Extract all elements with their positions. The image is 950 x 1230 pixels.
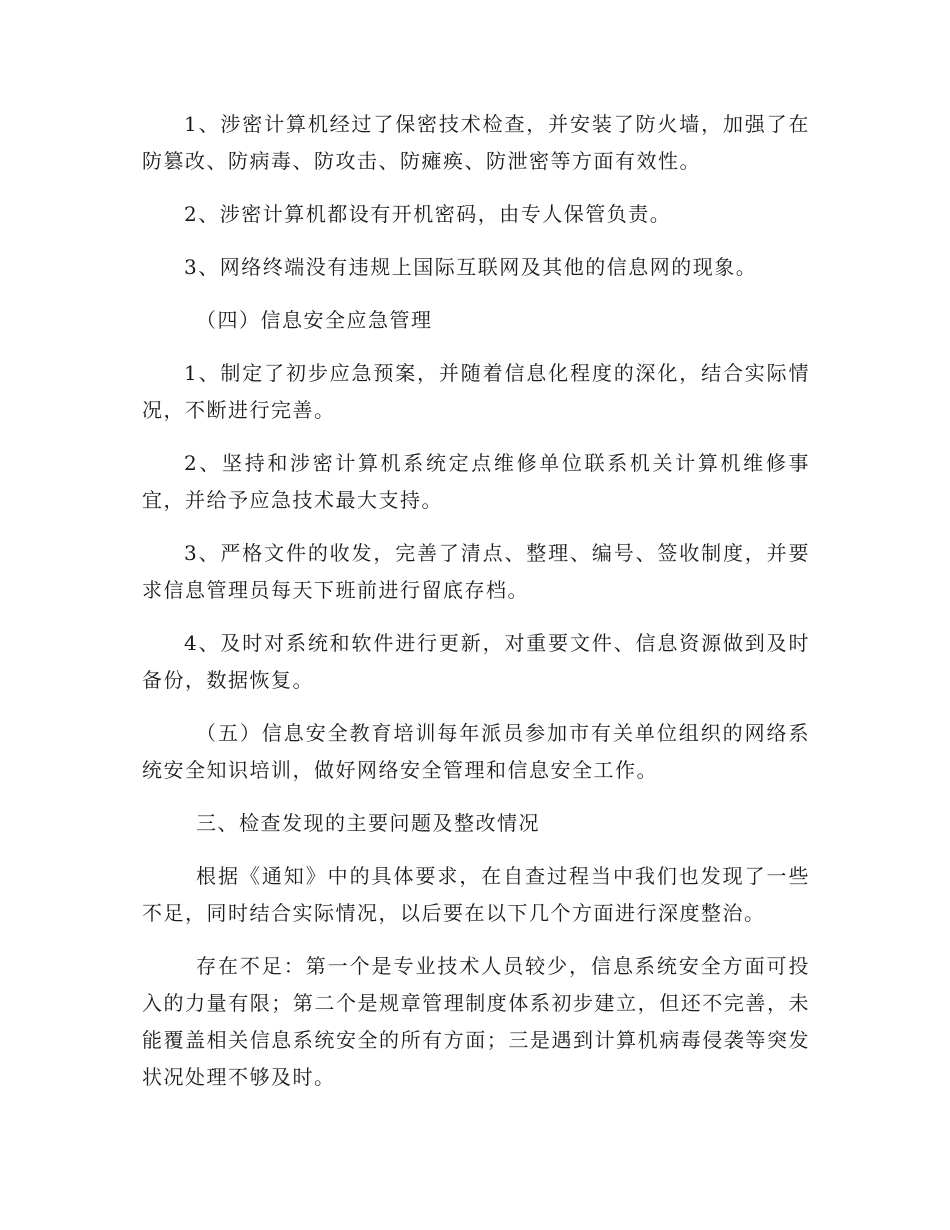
paragraph-item-5: 1、制定了初步应急预案，并随着信息化程度的深化，结合实际情况，不断进行完善。 [142,361,810,422]
paragraph-item-6: 2、坚持和涉密计算机系统定点维修单位联系机关计算机维修事宜，并给予应急技术最大支持。 [142,451,810,512]
paragraph-item-11: 根据《通知》中的具体要求，在自查过程当中我们也发现了一些不足，同时结合实际情况，以后要在以下几个方面进行深度整治。 [142,864,810,925]
paragraph-item-1: 1、涉密计算机经过了保密技术检查，并安装了防火墙，加强了在防篡改、防病毒、防攻击、防瘫痪、防泄密等方面有效性。 [142,112,810,173]
document-body [142,106,810,1112]
paragraph-item-8: 4、及时对系统和软件进行更新，对重要文件、信息资源做到及时备份，数据恢复。 [142,631,810,692]
section-heading-4: （四）信息安全应急管理 [196,308,433,332]
paragraph-item-12: 存在不足：第一个是专业技术人员较少，信息系统安全方面可投入的力量有限；第二个是规章管理制度体系初步建立，但还不完善，未能覆盖相关信息系统安全的所有方面；三是遇到计算机病毒侵袭等突发状况处理不够及时。 [142,954,810,1089]
paragraph-item-3: 3、网络终端没有违规上国际互联网及其他的信息网的现象。 [184,255,758,279]
paragraph-item-7: 3、严格文件的收发，完善了清点、整理、编号、签收制度，并要求信息管理员每天下班前进行留底存档。 [142,541,810,602]
paragraph-item-2: 2、涉密计算机都设有开机密码，由专人保管负责。 [184,202,672,226]
section-heading-5: （五）信息安全教育培训每年派员参加市有关单位组织的网络系统安全知识培训，做好网络安全管理和信息安全工作。 [142,721,810,782]
section-heading-3: 三、检查发现的主要问题及整改情况 [196,811,540,835]
